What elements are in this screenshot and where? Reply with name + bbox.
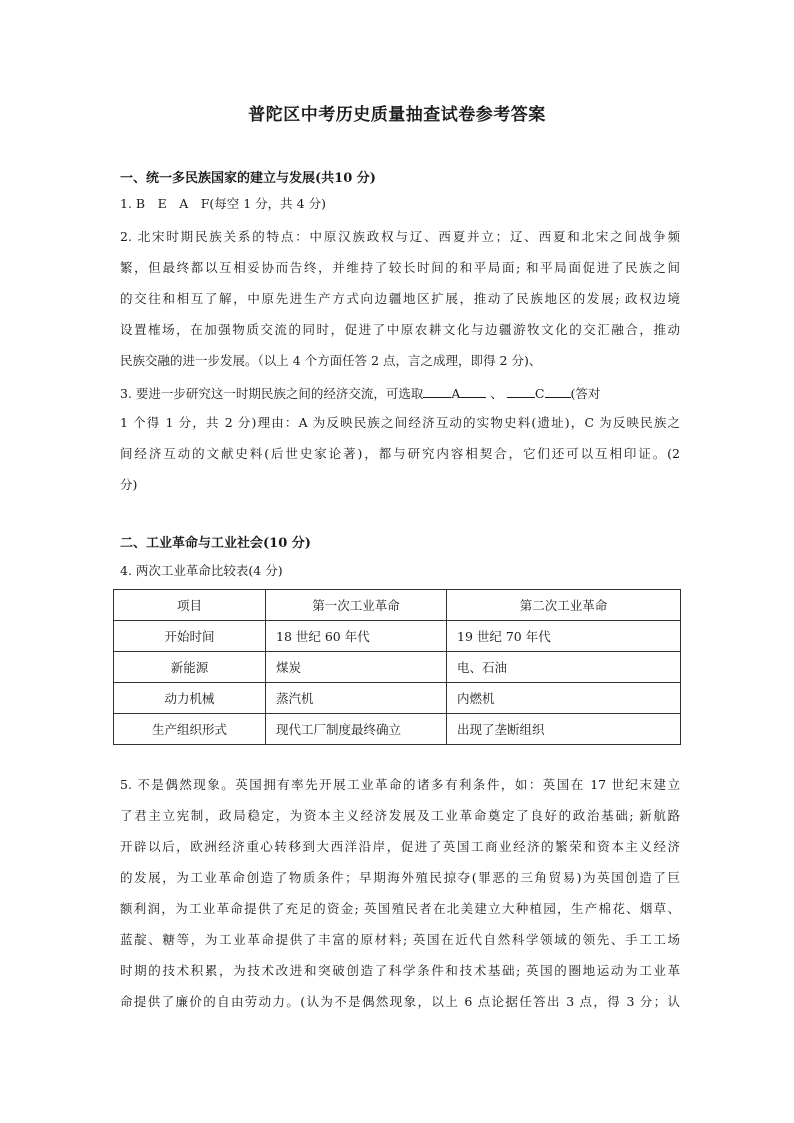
page-title: 普陀区中考历史质量抽查试卷参考答案 [248,105,546,125]
section-1-heading: 一、统一多民族国家的建立与发展(共10 分) [120,171,376,186]
table-cell: 动力机械 [114,683,266,714]
table-header-cell: 第一次工业革命 [266,590,447,621]
answer-q3-tail: (答对 [570,386,601,401]
answer-q3-separator: 、 [490,386,503,401]
table-cell: 电、石油 [447,652,681,683]
answer-q5-line: 命提供了廉价的自由劳动力。(认为不是偶然现象，以上 6 点论据任答出 3 点，得 3 分；认 [120,994,680,1009]
answer-q2-line: 2. 北宋时期民族关系的特点：中原汉族政权与辽、西夏并立；辽、西夏和北宋之间战争频 [120,229,680,244]
table-cell: 煤炭 [266,652,447,683]
industrial-revolution-comparison-table [113,589,681,745]
answer-q5-line: 5. 不是偶然现象。英国拥有率先开展工业革命的诸多有利条件，如：英国在 17 世纪末建立 [120,777,680,792]
answer-q5-line: 的发展，为工业革命创造了物质条件；早期海外殖民掠夺(罪恶的三角贸易)为英国创造了巨 [120,870,680,885]
table-cell: 生产组织形式 [114,714,266,745]
answer-q3-choice-2: C [534,386,545,401]
table-header-cell: 第二次工业革命 [447,590,681,621]
blank-underline [460,384,486,398]
answer-q3-lead: 3. 要进一步研究这一时期民族之间的经济交流，可选取 [120,386,424,401]
answer-q2-line: 繁，但最终都以互相妥协而告终，并维持了较长时间的和平局面; 和平局面促进了民族之间 [120,260,680,275]
blank-underline [423,384,451,398]
blank-underline [545,384,571,398]
answer-q3-first-line [120,384,680,402]
answer-q5-line: 额利润，为工业革命提供了充足的资金; 英国殖民者在北美建立大种植园，生产棉花、烟草、 [120,901,680,916]
table-cell: 出现了垄断组织 [447,714,681,745]
table-cell: 蒸汽机 [266,683,447,714]
table-row [114,683,681,714]
answer-q2-line: 设置榷场，在加强物质交流的同时，促进了中原农耕文化与边疆游牧文化的交汇融合，推动 [120,322,680,337]
table-row [114,652,681,683]
table-cell: 新能源 [114,652,266,683]
table-header-row [114,590,681,621]
answer-q3-line: 1 个得 1 分，共 2 分)理由：A 为反映民族之间经济互动的实物史料(遗址)，C 为反映民族之 [120,415,680,430]
answer-q1: 1. B E A F(每空 1 分，共 4 分) [120,196,326,211]
table-cell: 19 世纪 70 年代 [447,621,681,652]
table-row [114,621,681,652]
section-2-heading: 二、工业革命与工业社会(10 分) [120,536,311,551]
answer-q5-line: 时期的技术积累，为技术改进和突破创造了科学条件和技术基础; 英国的圈地运动为工业革 [120,963,680,978]
table-cell: 18 世纪 60 年代 [266,621,447,652]
answer-q5-line: 蓝靛、糖等，为工业革命提供了丰富的原材料; 英国在近代自然科学领域的领先、手工工场 [120,932,680,947]
table-cell: 开始时间 [114,621,266,652]
table-header-cell: 项目 [114,590,266,621]
answer-q4: 4. 两次工业革命比较表(4 分) [120,563,283,578]
answer-q3-line: 间经济互动的文献史料(后世史家论著)，都与研究内容相契合，它们还可以互相印证。(2 [120,446,680,461]
table-cell: 现代工厂制度最终确立 [266,714,447,745]
answer-q5-line: 开辟以后，欧洲经济重心转移到大西洋沿岸，促进了英国工商业经济的繁荣和资本主义经济 [120,839,680,854]
answer-q5-line: 了君主立宪制，政局稳定，为资本主义经济发展及工业革命奠定了良好的政治基础; 新航路 [120,808,680,823]
answer-q2-line: 民族交融的进一步发展。（以上 4 个方面任答 2 点，言之成理，即得 2 分)、 [120,353,542,368]
answer-q2-line: 的交往和相互了解，中原先进生产方式向边疆地区扩展，推动了民族地区的发展; 政权边境 [120,291,680,306]
table-cell: 内燃机 [447,683,681,714]
answer-q3-line: 分) [120,477,138,492]
answer-q3-choice-1: A [451,386,461,401]
blank-underline [507,384,535,398]
table-row [114,714,681,745]
